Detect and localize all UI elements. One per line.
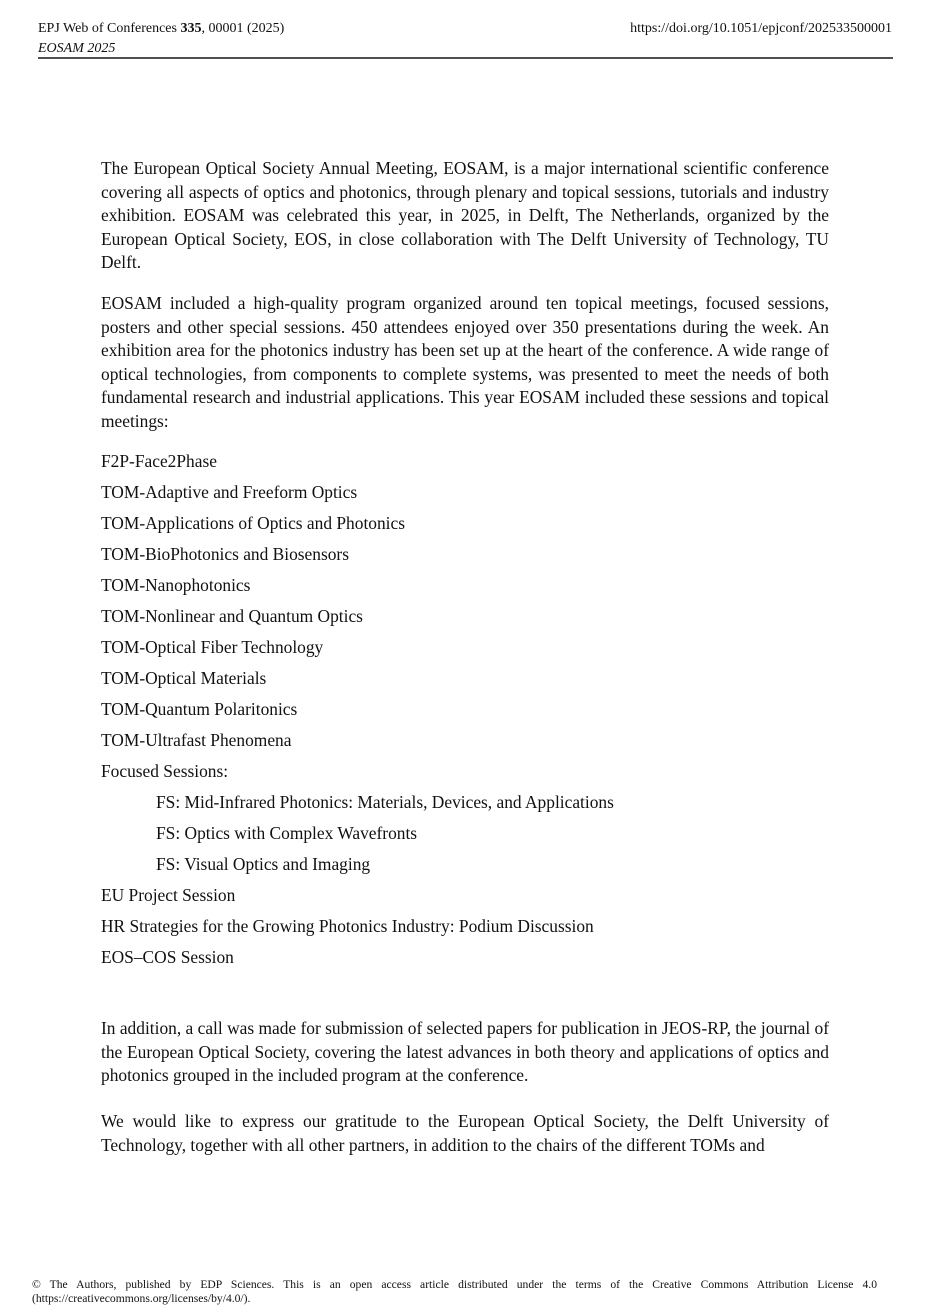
doi-link[interactable]: https://doi.org/10.1051/epjconf/202533500001 [630,21,892,36]
journal-citation [38,19,284,39]
header-divider [38,57,893,59]
article-number: , 00001 (2025) [201,21,285,36]
focused-session-item: FS: Mid-Infrared Photonics: Materials, Devices, and Applications [156,792,614,812]
focused-session-item: FS: Visual Optics and Imaging [156,854,371,874]
session-item: HR Strategies for the Growing Photonics Industry: Podium Discussion [101,916,594,936]
paragraph-program: EOSAM included a high-quality program organized around ten topical meetings, focused sessions, posters and other special sessions. 450 attendees enjoyed over 350 presentations during the week. An exhibition area for the photonics industry has been set up at the heart of the conference. A wide range of optical technologies, from components to complete systems, was presented to meet the needs of both fundamental research and industrial applications. This year EOSAM included these sessions and topical meetings: [101,293,829,431]
session-item: TOM-Optical Materials [101,668,267,688]
focused-session-item: FS: Optics with Complex Wavefronts [156,823,418,843]
license-footer: © The Authors, published by EDP Sciences. This is an open access article distributed under the terms of the Creative Commons Attribution License 4.0 (https://creativecommons.org/licenses/by/4.0/). [32,1278,877,1305]
session-item: TOM-Quantum Polaritonics [101,699,298,719]
paragraph-intro: The European Optical Society Annual Meeting, EOSAM, is a major international scientific conference covering all aspects of optics and photonics, through plenary and topical sessions, tutorials and industry exhibition. EOSAM was celebrated this year, in 2025, in Delft, The Netherlands, organized by the European Optical Society, EOS, in close collaboration with The Delft University of Technology, TU Delft. [101,158,829,273]
session-list [101,450,614,977]
session-item: EOS–COS Session [101,947,234,967]
focused-sessions-heading: Focused Sessions: [101,761,229,781]
running-header-left [38,19,284,59]
journal-name: EPJ Web of Conferences [38,21,181,36]
paragraph-acknowledgements: We would like to express our gratitude to the European Optical Society, the Delft University of Technology, together with all other partners, in addition to the chairs of the different TOMs and [101,1111,829,1155]
session-item: F2P-Face2Phase [101,451,217,471]
paragraph-call-for-papers: In addition, a call was made for submission of selected papers for publication in JEOS-RP, the journal of the European Optical Society, covering the latest advances in both theory and applications of optics and photonics grouped in the included program at the conference. [101,1018,829,1086]
conference-name: EOSAM 2025 [38,41,116,56]
volume-number: 335 [180,21,202,36]
session-item: TOM-BioPhotonics and Biosensors [101,544,349,564]
session-item: TOM-Nanophotonics [101,575,251,595]
session-item: TOM-Nonlinear and Quantum Optics [101,606,363,626]
session-item: TOM-Optical Fiber Technology [101,637,324,657]
session-item: TOM-Applications of Optics and Photonics [101,513,405,533]
session-item: TOM-Adaptive and Freeform Optics [101,482,358,502]
session-item: EU Project Session [101,885,236,905]
session-item: TOM-Ultrafast Phenomena [101,730,292,750]
